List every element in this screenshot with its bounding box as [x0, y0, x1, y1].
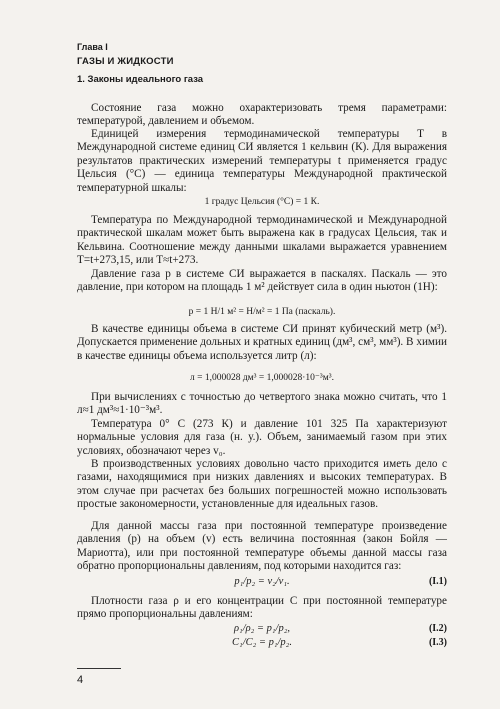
paragraph-boyle-mariotte: Для данной массы газа при постоянной температуре произведение давления (p) на объем (v) есть величина постоянная (закон Бойля — Мариотта), или при постоянной температуре объемы данной массы газа обратно пропорциональны давлениям, под которыми находится газ: [77, 520, 447, 573]
paragraph-normal-conditions: Температура 0° С (273 К) и давление 101 325 Па характеризуют нормальные условия для газа (н. у.). Объем, занимаемый газом при этих условиях, обозначают через v₀. [77, 418, 447, 457]
equation-expression: p₁/p₂ = v₂/v₁. [234, 576, 290, 587]
paragraph-volume: В качестве единицы объема в системе СИ принят кубический метр (м³). Допускается применение дольных и кратных единиц (дм³, см³, мм³). В химии в качестве единицы объема используется литр (л): [77, 323, 447, 362]
formula-pascal: p = 1 Н/1 м² = Н/м² = 1 Па (паскаль). [188, 307, 336, 317]
paragraph-temperature-scales: Температура по Международной термодинамической и Международной практической шкалам может быть выражена как в градусах Цельсия, так и Кельвина. Соотношение между данными шкалами выражается уравнением T=t+273,15, или T≈t+273. [77, 214, 447, 267]
paragraph-pressure: Давление газа p в системе СИ выражается в паскалях. Паскаль — это давление, при котором на площадь 1 м² действует сила в один ньютон (1Н): [77, 268, 447, 294]
equation-number: (I.2) [428, 623, 447, 634]
formula-liter: л = 1,000028 дм³ = 1,000028·10⁻³м³. [189, 373, 335, 383]
equation-expression: C₁/C₂ = p₁/p₂. [232, 637, 292, 648]
chapter-label: Глава I [77, 42, 108, 52]
page-number: 4 [77, 674, 84, 686]
chapter-title: ГАЗЫ И ЖИДКОСТИ [77, 56, 174, 67]
footer-rule [77, 668, 121, 669]
paragraph-ideal-gases: В производственных условиях довольно часто приходится иметь дело с газами, находящимися при низких давлениях и высоких температурах. В этом случае при расчетах без больших погрешностей можно использовать простые закономерности, установленные для идеальных газов. [77, 458, 447, 511]
equation-row [77, 575, 447, 589]
paragraph-temperature-unit: Единицей измерения термодинамической температуры T в Международной системе единиц СИ является 1 кельвин (К). Для выражения результатов практических измерений температуры t применяется градус Цельсия (°С) — единица температуры Международной практической температурной шкалы: [77, 128, 447, 194]
equation-expression: ρ₁/ρ₂ = p₁/p₂, [234, 623, 290, 634]
equation-number: (I.3) [428, 637, 447, 648]
paragraph-state-params: Состояние газа можно охарактеризовать тремя параметрами: температурой, давлением и объемом. [77, 102, 447, 128]
paragraph-liter-approx: При вычислениях с точностью до четвертого знака можно считать, что 1 л≈1 дм³≈1·10⁻³м³. [77, 391, 447, 417]
equation-row [77, 622, 447, 636]
equation-number: (I.1) [428, 576, 447, 587]
paragraph-density: Плотности газа ρ и его концентрации C при постоянной температуре прямо пропорциональны давлениям: [77, 595, 447, 621]
equation-row [77, 636, 447, 650]
section-title: 1. Законы идеального газа [77, 74, 204, 85]
formula-celsius: 1 градус Цельсия (°С) = 1 К. [204, 197, 320, 207]
